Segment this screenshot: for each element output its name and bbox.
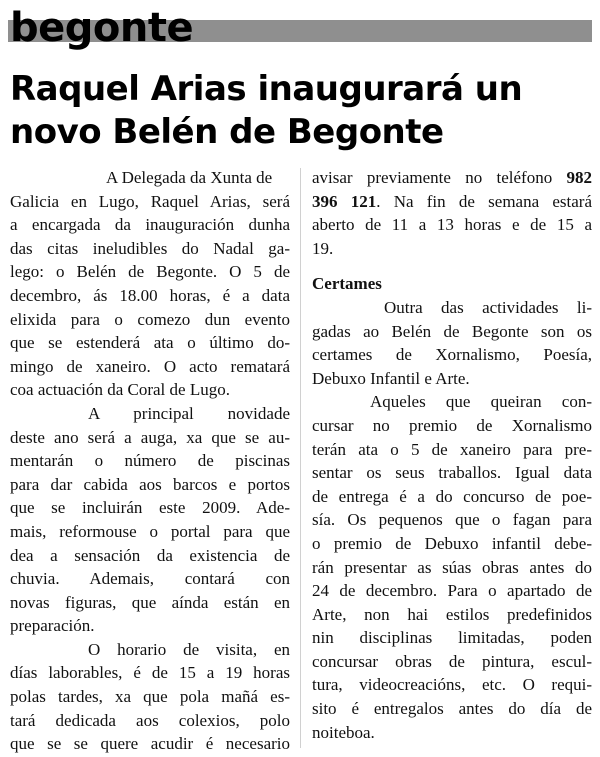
body-line: días laborables, é de 15 a 19 horas	[10, 663, 290, 683]
column-divider	[300, 168, 301, 748]
body-line: coa actuación da Coral de Lugo.	[10, 380, 230, 400]
body-line	[312, 166, 592, 190]
body-line: que se estenderá ata o último do-	[10, 333, 290, 353]
body-line: certames de Xornalismo, Poesía,	[312, 345, 592, 365]
body-line: dea a sensación da existencia de	[10, 545, 290, 565]
body-line: cursar no premio de Xornalismo	[312, 415, 592, 435]
body-line: para dar cabida aos barcos e portos	[10, 474, 290, 494]
body-line: polas tardes, xa que pola mañá es-	[10, 687, 290, 707]
body-line: sentar os seus traballos. Igual data	[312, 463, 592, 483]
body-line: o premio de Debuxo infantil debe-	[312, 533, 592, 553]
body-line: a encargada da inauguración dunha	[10, 215, 290, 235]
body-line: das citas ineludibles do Nadal ga-	[10, 238, 290, 258]
body-line: gadas ao Belén de Begonte son os	[312, 321, 592, 341]
body-line: sito é entregalos antes do día de	[312, 699, 592, 719]
body-line: aberto de 11 a 13 horas e de 15 a	[312, 215, 592, 235]
body-line: chuvia. Ademais, contará con	[10, 569, 290, 589]
body-line: noiteboa.	[312, 722, 375, 742]
headline-line-2: novo Belén de Begonte	[10, 112, 444, 152]
article-column-right	[312, 166, 592, 744]
body-line: sía. Os pequenos que o fagan para	[312, 510, 592, 530]
body-line: de entrega é a do concurso de poe-	[312, 486, 592, 506]
body-line: lego: o Belén de Begonte. O 5 de	[10, 262, 290, 282]
body-line: mais, reformouse o portal para que	[10, 521, 290, 541]
body-line: terán ata o 5 de xaneiro para pre-	[312, 439, 592, 459]
body-line: mentarán o número de piscinas	[10, 451, 290, 471]
body-line: deste ano será a auga, xa que se au-	[10, 427, 290, 447]
body-line: 19.	[312, 238, 334, 258]
paragraph-gap	[312, 260, 592, 272]
body-line: A principal novidade	[88, 403, 290, 423]
body-line: preparación.	[10, 616, 95, 636]
body-line: mingo de xaneiro. O acto rematará	[10, 356, 290, 376]
body-line: Aqueles que queiran con-	[370, 392, 592, 412]
body-line: Debuxo Infantil e Arte.	[312, 368, 470, 388]
article-column-left	[10, 166, 290, 756]
body-text: avisar previamente no teléfono	[312, 168, 567, 187]
section-masthead	[8, 5, 592, 54]
article-headline	[10, 68, 590, 154]
body-line: que se se quere acudir é necesario	[10, 734, 290, 754]
body-line: Arte, non hai estilos predefinidos	[312, 604, 592, 624]
headline-line-1: Raquel Arias inaugurará un	[10, 69, 523, 109]
body-text: . Na fin de semana estará	[376, 191, 592, 211]
body-line	[312, 190, 592, 214]
body-line: nin disciplinas limitadas, poden	[312, 628, 592, 648]
body-line: rán presentar as súas obras antes do	[312, 557, 592, 577]
section-title: begonte	[10, 5, 194, 51]
subhead-certames: Certames	[312, 274, 382, 294]
phone-number-part: 396 121	[312, 191, 377, 211]
body-line: O horario de visita, en	[88, 639, 290, 659]
phone-number-part: 982	[566, 168, 592, 187]
body-line: tura, videocreacións, etc. O requi-	[312, 675, 592, 695]
body-line: decembro, ás 18.00 horas, é a data	[10, 285, 290, 305]
body-line: Outra das actividades li-	[384, 297, 592, 317]
body-line: novas figuras, que aínda están en	[10, 592, 290, 612]
body-line: A Delegada da Xunta de	[106, 168, 273, 187]
body-line: 24 de decembro. Para o apartado de	[312, 581, 592, 601]
body-line: Galicia en Lugo, Raquel Arias, será	[10, 191, 290, 211]
body-line: que se incluirán este 2009. Ade-	[10, 498, 290, 518]
body-line: concursar obras de pintura, escul-	[312, 651, 592, 671]
body-line: elixida para o comezo dun evento	[10, 309, 290, 329]
body-line: tará dedicada aos colexios, polo	[10, 710, 290, 730]
